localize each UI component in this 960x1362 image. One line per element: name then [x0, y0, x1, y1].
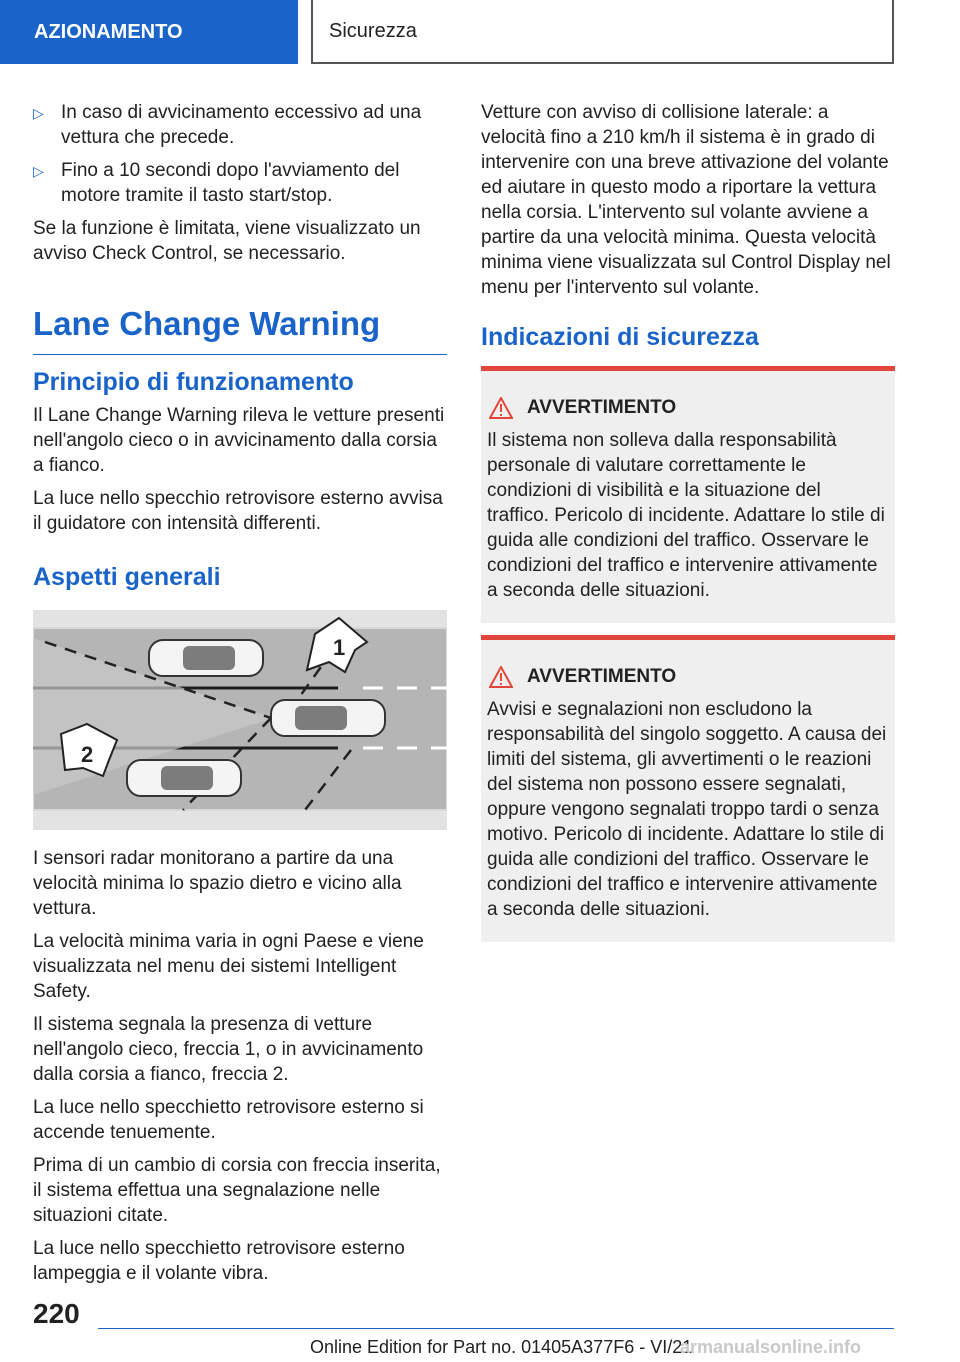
warning-title-text: AVVERTIMENTO [527, 666, 677, 687]
lane-change-figure [33, 610, 447, 830]
footer-edition: Online Edition for Part no. 01405A377F6 - VI/21 [310, 1337, 693, 1357]
paragraph-general-4: La luce nello specchietto retrovisore esterno si accende tenuemente. [33, 1097, 424, 1143]
paragraph-side-collision: Vetture con avviso di collisione laterale: a velocità fino a 210 km/h il sistema è in grado di intervenire con una breve attivazione del volante ed aiutare in questo modo a riportare la vettura nella corsia. L'intervento sul volante avviene a partire da una velocità minima. Questa velocità minima viene visualizzata sul Control Display nel menu per l'intervento sul volante. [481, 102, 891, 298]
footer-divider [98, 1328, 894, 1329]
triangle-bullet-icon: ▷ [33, 105, 44, 121]
triangle-bullet-icon: ▷ [33, 163, 44, 179]
subheading-safety: Indicazioni di sicurezza [481, 323, 759, 351]
arrow-2-label: 2 [81, 742, 94, 767]
paragraph-principle-1: Il Lane Change Warning rileva le vetture presenti nell'angolo cieco o in avvicinamento dalla corsia a fianco. [33, 405, 445, 476]
subheading-principle: Principio di funzionamento [33, 368, 354, 396]
paragraph-general-1: I sensori radar monitorano a partire da una velocità minima lo spazio dietro e vicino alla vettura. [33, 848, 402, 919]
paragraph-principle-2: La luce nello specchio retrovisore esterno avvisa il guidatore con intensità differenti. [33, 488, 443, 534]
warning-text: Il sistema non solleva dalla responsabilità personale di valutare correttamente le condizioni di visibilità e la situazione del traffico. Pericolo di incidente. Adattare lo stile di guida alle condizioni del traffico. Osservare le condizioni del traffico e intervenire attivamente a seconda delle situazioni. [487, 430, 885, 601]
paragraph-general-2: La velocità minima varia in ogni Paese e viene visualizzata nel menu dei sistemi Intelligent Safety. [33, 931, 424, 1002]
warning-text: Avvisi e segnalazioni non escludono la responsabilità del singolo soggetto. A causa dei limiti del sistema, gli avvertimenti o le reazioni del sistema non possono essere segnalati, oppure vengono segnalati troppo tardi o senza motivo. Pericolo di incidente. Adattare lo stile di guida alle condizioni del traffico. Osservare le condizioni del traffico e intervenire attivamente a seconda delle situazioni. [487, 699, 887, 920]
right-column [481, 100, 895, 954]
header-chapter: Sicurezza [311, 0, 894, 64]
warning-title [487, 664, 887, 689]
left-column [33, 100, 447, 1294]
warning-title-text: AVVERTIMENTO [527, 397, 677, 418]
paragraph-general-3: Il sistema segnala la presenza di vetture nell'angolo cieco, freccia 1, o in avvicinamento dalla corsia a fianco, freccia 2. [33, 1014, 424, 1085]
warning-triangle-icon [489, 666, 513, 688]
car-ego [271, 700, 385, 736]
header-section-tab: AZIONAMENTO [0, 0, 298, 64]
lane-change-diagram [33, 610, 447, 830]
car-approaching [127, 760, 241, 796]
bullet-text: Fino a 10 secondi dopo l'avviamento del motore tramite il tasto start/stop. [61, 160, 400, 206]
warning-box [481, 635, 895, 942]
car-blind-spot [149, 640, 263, 676]
warning-box [481, 366, 895, 623]
list-item [33, 100, 447, 150]
watermark: armanualsonline.info [680, 1337, 862, 1357]
paragraph-general-6: La luce nello specchietto retrovisore esterno lampeggia e il volante vibra. [33, 1238, 405, 1284]
paragraph-general-5: Prima di un cambio di corsia con freccia inserita, il sistema effettua una segnalazione nelle situazioni citate. [33, 1155, 441, 1226]
bullet-text: In caso di avvicinamento eccessivo ad una vettura che precede. [61, 102, 422, 148]
arrow-1-label: 1 [333, 635, 346, 660]
subheading-general: Aspetti generali [33, 563, 221, 591]
section-title: Lane Change Warning [33, 304, 447, 355]
list-item [33, 158, 447, 208]
paragraph-limited: Se la funzione è limitata, viene visualizzato un avviso Check Control, se necessario. [33, 218, 421, 264]
page-number: 220 [33, 1298, 80, 1329]
warning-title [487, 395, 887, 420]
warning-triangle-icon [489, 397, 513, 419]
